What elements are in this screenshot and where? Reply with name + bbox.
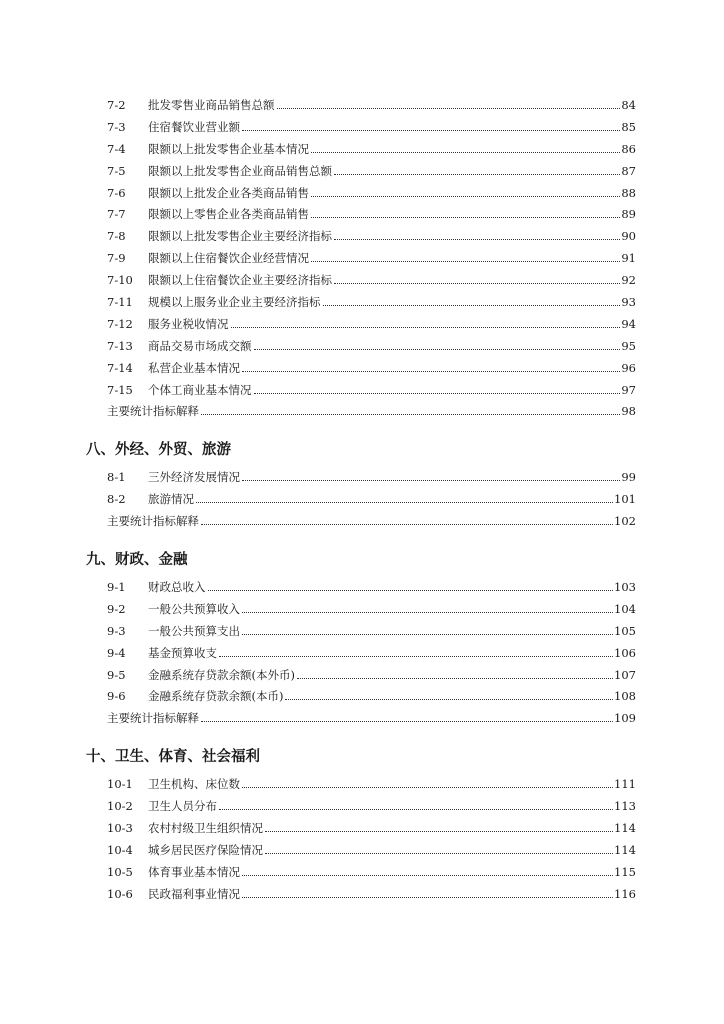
toc-entry-leader-line — [148, 577, 636, 599]
toc-entry-title: 限额以上零售企业各类商品销售 — [148, 207, 309, 222]
toc-entry-number: 7-8 — [107, 229, 126, 244]
toc-entry-leader-line — [148, 204, 636, 226]
toc-entry-page-number: 92 — [621, 273, 636, 288]
toc-entry-page-number: 89 — [621, 207, 636, 222]
toc-entry-number: 7-10 — [107, 273, 133, 288]
toc-entry-leader-line — [148, 183, 636, 205]
toc-entry-leader-line — [148, 117, 636, 139]
toc-entry-title: 商品交易市场成交额 — [148, 338, 252, 353]
toc-entry-page-number: 116 — [614, 886, 636, 901]
toc-entry-leader-line — [148, 643, 636, 665]
dot-leader — [219, 809, 613, 810]
toc-entry-leader-line — [148, 139, 636, 161]
toc-entry-number: 9-2 — [107, 601, 126, 616]
toc-entry-title: 服务业税收情况 — [148, 316, 229, 331]
toc-entry[interactable] — [0, 336, 724, 358]
toc-entry-title: 卫生人员分布 — [148, 799, 217, 814]
toc-entry-title: 金融系统存贷款余额(本外币) — [148, 667, 295, 682]
toc-entry-title: 民政福利事业情况 — [148, 886, 240, 901]
toc-entry-number: 10-5 — [107, 864, 133, 879]
toc-entry-title: 主要统计指标解释 — [107, 404, 199, 419]
toc-entry-page-number: 108 — [614, 689, 636, 704]
toc-entry-number: 7-2 — [107, 98, 126, 112]
toc-entry-leader-line — [148, 336, 636, 358]
toc-entry-number: 9-3 — [107, 623, 126, 638]
toc-entry-page-number: 114 — [614, 821, 636, 836]
toc-entry[interactable] — [0, 489, 724, 511]
dot-leader — [231, 327, 621, 328]
toc-entry-leader-line — [148, 270, 636, 292]
toc-entry[interactable] — [0, 599, 724, 621]
toc-entry-number: 10-2 — [107, 799, 133, 814]
toc-entry-page-number: 107 — [614, 667, 636, 682]
dot-leader — [285, 699, 613, 700]
toc-entry[interactable] — [0, 577, 724, 599]
toc-entry-page-number: 103 — [614, 580, 636, 595]
toc-entry-page-number: 91 — [621, 251, 636, 266]
toc-entry-leader-line — [148, 292, 636, 314]
toc-entry-title: 卫生机构、床位数 — [148, 777, 240, 792]
toc-entry-page-number: 114 — [614, 842, 636, 857]
toc-entry[interactable] — [0, 226, 724, 248]
dot-leader — [242, 130, 620, 131]
dot-leader — [265, 831, 613, 832]
dot-leader — [242, 612, 613, 613]
dot-leader — [323, 305, 621, 306]
dot-leader — [219, 656, 613, 657]
dot-leader — [242, 634, 613, 635]
dot-leader — [334, 283, 620, 284]
toc-entry-leader-line — [148, 467, 636, 489]
toc-entry-page-number: 85 — [621, 119, 636, 134]
toc-entry-title: 规模以上服务业企业主要经济指标 — [148, 295, 321, 310]
dot-leader — [242, 371, 620, 372]
dot-leader — [297, 678, 613, 679]
toc-entry-title: 旅游情况 — [148, 492, 194, 507]
toc-entry-leader-line — [107, 708, 636, 730]
toc-entry[interactable] — [0, 204, 724, 226]
dot-leader — [242, 897, 613, 898]
toc-entry-title: 财政总收入 — [148, 580, 206, 595]
toc-entry[interactable] — [0, 183, 724, 205]
toc-entry-page-number: 96 — [621, 360, 636, 375]
toc-entry-number: 7-12 — [107, 316, 133, 331]
toc-entry-title: 批发零售业商品销售总额 — [148, 98, 275, 112]
toc-entry[interactable] — [0, 314, 724, 336]
toc-entry-page-number: 109 — [614, 711, 636, 726]
toc-entry[interactable] — [0, 840, 724, 862]
toc-entry-title: 主要统计指标解释 — [107, 514, 199, 529]
toc-entry-title: 限额以上住宿餐饮企业主要经济指标 — [148, 273, 332, 288]
toc-entry-title: 个体工商业基本情况 — [148, 382, 252, 397]
toc-entry-leader-line — [148, 358, 636, 380]
dot-leader — [201, 414, 620, 415]
dot-leader — [277, 108, 621, 109]
toc-entry-page-number: 104 — [614, 601, 636, 616]
toc-entry-page-number: 97 — [621, 382, 636, 397]
toc-entry-leader-line — [148, 665, 636, 687]
toc-entry-page-number: 88 — [621, 185, 636, 200]
toc-entry-leader-line — [148, 161, 636, 183]
toc-entry-leader-line — [148, 840, 636, 862]
toc-entry-title: 一般公共预算支出 — [148, 623, 240, 638]
dot-leader — [196, 502, 613, 503]
dot-leader — [334, 174, 620, 175]
section-heading — [0, 545, 724, 577]
toc-entry-page-number: 99 — [621, 470, 636, 485]
toc-entry-leader-line — [148, 380, 636, 402]
toc-entry-number: 7-3 — [107, 119, 126, 134]
dot-leader — [311, 217, 620, 218]
dot-leader — [265, 853, 613, 854]
toc-entry-title: 主要统计指标解释 — [107, 711, 199, 726]
toc-entry-title: 农村村级卫生组织情况 — [148, 821, 263, 836]
toc-entry-number: 9-1 — [107, 580, 126, 595]
dot-leader — [311, 152, 620, 153]
toc-entry[interactable] — [0, 380, 724, 402]
toc-entry-page-number: 102 — [614, 514, 636, 529]
dot-leader — [254, 349, 621, 350]
toc-entry-title: 基金预算收支 — [148, 645, 217, 660]
toc-entry-page-number: 90 — [621, 229, 636, 244]
toc-entry-leader-line — [148, 796, 636, 818]
toc-entry-leader-line — [148, 862, 636, 884]
toc-entry-leader-line — [148, 599, 636, 621]
dot-leader — [242, 875, 613, 876]
toc-entry-number: 7-6 — [107, 185, 126, 200]
toc-entry-number: 9-6 — [107, 689, 126, 704]
dot-leader — [242, 787, 613, 788]
toc-entry[interactable] — [0, 643, 724, 665]
toc-entry-number: 10-4 — [107, 842, 133, 857]
toc-entry-number: 7-7 — [107, 207, 126, 222]
dot-leader — [242, 480, 620, 481]
section-heading — [0, 742, 724, 774]
dot-leader — [201, 721, 613, 722]
dot-leader — [311, 261, 620, 262]
toc-entry[interactable] — [0, 708, 724, 730]
dot-leader — [208, 590, 614, 591]
toc-entry-number: 8-1 — [107, 470, 126, 485]
toc-entry[interactable] — [0, 467, 724, 489]
toc-entry[interactable] — [0, 139, 724, 161]
toc-entry-leader-line — [148, 95, 636, 117]
toc-entry-number: 7-11 — [107, 295, 133, 310]
toc-entry-title: 限额以上批发零售企业商品销售总额 — [148, 163, 332, 178]
toc-entry-leader-line — [148, 774, 636, 796]
toc-entry-leader-line — [148, 686, 636, 708]
toc-entry-leader-line — [148, 621, 636, 643]
toc-entry-title: 体育事业基本情况 — [148, 864, 240, 879]
toc-entry-page-number: 105 — [614, 623, 636, 638]
toc-entry[interactable] — [0, 358, 724, 380]
toc-entry-title: 三外经济发展情况 — [148, 470, 240, 485]
section-heading-text: 八、外经、外贸、旅游 — [86, 442, 231, 459]
toc-entry-leader-line — [107, 401, 636, 423]
toc-entry-title: 限额以上批发企业各类商品销售 — [148, 185, 309, 200]
toc-entry-number: 10-6 — [107, 886, 133, 901]
dot-leader — [254, 393, 621, 394]
toc-entry-page-number: 111 — [614, 777, 636, 792]
dot-leader — [201, 524, 613, 525]
toc-entry[interactable] — [0, 117, 724, 139]
toc-entry-title: 住宿餐饮业营业额 — [148, 119, 240, 134]
toc-entry-number: 8-2 — [107, 492, 126, 507]
toc-entry-page-number: 95 — [621, 338, 636, 353]
toc-entry-leader-line — [148, 314, 636, 336]
section-heading — [0, 435, 724, 467]
toc-entry[interactable] — [0, 665, 724, 687]
toc-entry[interactable] — [0, 796, 724, 818]
toc-entry-title: 限额以上批发零售企业基本情况 — [148, 141, 309, 156]
toc-entry-number: 7-15 — [107, 382, 133, 397]
toc-entry-page-number: 101 — [614, 492, 636, 507]
toc-entry[interactable] — [0, 884, 724, 906]
toc-entry-leader-line — [148, 248, 636, 270]
toc-entry-page-number: 84 — [621, 98, 636, 112]
toc-entry-page-number: 115 — [614, 864, 636, 879]
toc-entry-number: 9-4 — [107, 645, 126, 660]
toc-entry[interactable] — [0, 621, 724, 643]
toc-entry-page-number: 113 — [614, 799, 636, 814]
toc-entry-page-number: 87 — [621, 163, 636, 178]
toc-entry[interactable] — [0, 161, 724, 183]
toc-entry[interactable] — [0, 401, 724, 423]
toc-entry-number: 9-5 — [107, 667, 126, 682]
toc-entry-title: 限额以上住宿餐饮企业经营情况 — [148, 251, 309, 266]
toc-entry-page-number: 94 — [621, 316, 636, 331]
toc-entry[interactable] — [0, 270, 724, 292]
toc-entry-number: 7-4 — [107, 141, 126, 156]
toc-entry[interactable] — [0, 686, 724, 708]
toc-entry-leader-line — [107, 511, 636, 533]
dot-leader — [311, 196, 620, 197]
toc-entry-page-number: 98 — [621, 404, 636, 419]
toc-entry-page-number: 93 — [621, 295, 636, 310]
toc-entry-page-number: 86 — [621, 141, 636, 156]
toc-entry[interactable] — [0, 818, 724, 840]
toc-entry-title: 城乡居民医疗保险情况 — [148, 842, 263, 857]
toc-entry-leader-line — [148, 884, 636, 906]
toc-entry-number: 7-9 — [107, 251, 126, 266]
toc-entry-number: 7-5 — [107, 163, 126, 178]
toc-entry-title: 私营企业基本情况 — [148, 360, 240, 375]
toc-entry[interactable] — [0, 95, 724, 117]
toc-entry-leader-line — [148, 818, 636, 840]
toc-entry-title: 金融系统存贷款余额(本币) — [148, 689, 284, 704]
toc-entry[interactable] — [0, 511, 724, 533]
toc-entry[interactable] — [0, 248, 724, 270]
toc-entry[interactable] — [0, 862, 724, 884]
table-of-contents — [0, 95, 724, 906]
toc-entry-number: 10-1 — [107, 777, 133, 792]
toc-entry-number: 10-3 — [107, 821, 133, 836]
toc-entry-number: 7-14 — [107, 360, 133, 375]
toc-entry[interactable] — [0, 774, 724, 796]
toc-entry-leader-line — [148, 226, 636, 248]
section-heading-text: 十、卫生、体育、社会福利 — [86, 749, 260, 766]
toc-entry-number: 7-13 — [107, 338, 133, 353]
toc-entry-leader-line — [148, 489, 636, 511]
toc-entry-title: 限额以上批发零售企业主要经济指标 — [148, 229, 332, 244]
toc-entry-page-number: 106 — [614, 645, 636, 660]
toc-entry[interactable] — [0, 292, 724, 314]
section-heading-text: 九、财政、金融 — [86, 552, 188, 569]
toc-entry-title: 一般公共预算收入 — [148, 601, 240, 616]
dot-leader — [334, 239, 620, 240]
